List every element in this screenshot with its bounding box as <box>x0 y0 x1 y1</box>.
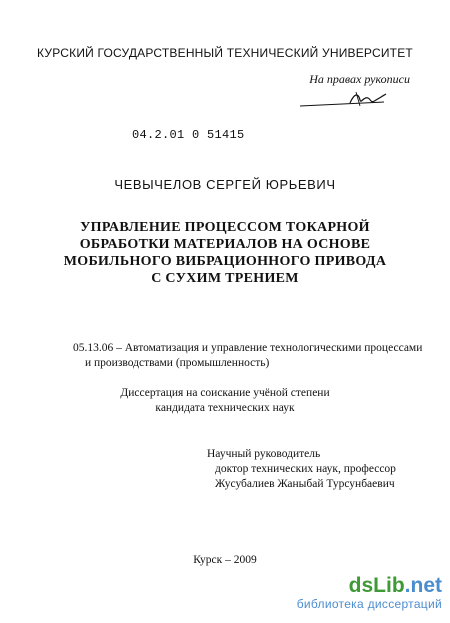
title-line: С СУХИМ ТРЕНИЕМ <box>151 271 299 286</box>
title-line: УПРАВЛЕНИЕ ПРОЦЕССОМ ТОКАРНОЙ <box>80 220 370 235</box>
title-line: ОБРАБОТКИ МАТЕРИАЛОВ НА ОСНОВЕ <box>79 237 371 252</box>
university-name: КУРСКИЙ ГОСУДАРСТВЕННЫЙ ТЕХНИЧЕСКИЙ УНИВЕРСИТЕТ <box>37 46 413 60</box>
author-name: ЧЕВЫЧЕЛОВ СЕРГЕЙ ЮРЬЕВИЧ <box>114 177 336 192</box>
registration-number: 04.2.01 0 51415 <box>132 128 245 142</box>
manuscript-note: На правах рукописи <box>309 72 410 86</box>
specialty-line: и производствами (промышленность) <box>85 357 270 369</box>
degree-line: Диссертация на соискание учёной степени <box>120 387 330 399</box>
brand-part2: .net <box>404 574 442 597</box>
title-line: МОБИЛЬНОГО ВИБРАЦИОННОГО ПРИВОДА <box>63 254 387 269</box>
specialty-code <box>73 341 433 371</box>
signature-mark <box>298 88 390 112</box>
watermark-subtitle: библиотека диссертаций <box>296 597 442 611</box>
dissertation-title <box>0 219 450 287</box>
advisor-name: Жусубалиев Жаныбай Турсунбаевич <box>215 478 395 490</box>
watermark-logo[interactable] <box>297 575 442 611</box>
city-year: Курск – 2009 <box>193 554 257 566</box>
watermark-brand <box>297 575 442 597</box>
advisor-degree: доктор технических наук, профессор <box>215 463 396 475</box>
degree-statement <box>0 386 450 416</box>
advisor-role: Научный руководитель <box>207 448 321 460</box>
specialty-line: 05.13.06 – Автоматизация и управление технологическими процессами <box>73 342 423 354</box>
degree-line: кандидата технических наук <box>155 402 295 414</box>
brand-part1: dsLib <box>348 574 405 597</box>
scientific-advisor <box>207 447 396 492</box>
